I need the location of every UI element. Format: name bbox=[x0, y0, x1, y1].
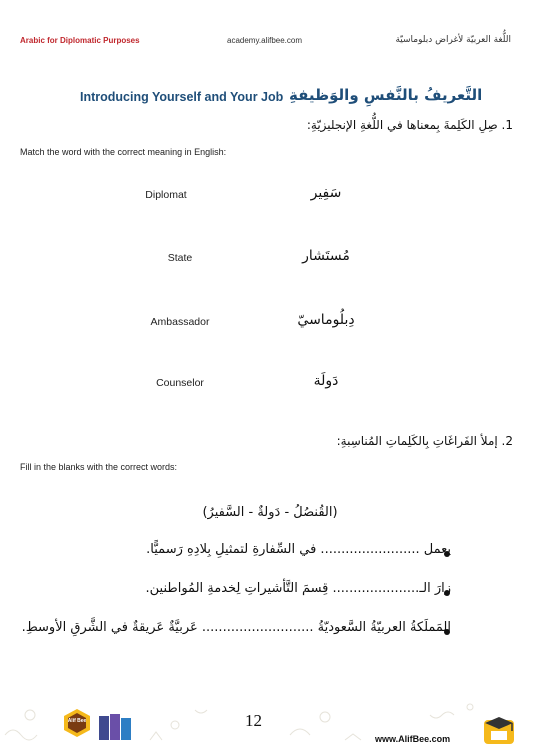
fill-blank-sentence: زارَ الـ..................... قِسمَ التَّأشيراتِ لِخدمةِ المُواطنين. bbox=[145, 581, 451, 596]
course-title-arabic: اللُّغة العربيّة لأغراض دبلوماسيّة bbox=[395, 35, 511, 45]
page-footer bbox=[0, 695, 533, 754]
match-english-word: Diplomat bbox=[145, 189, 187, 201]
match-arabic-word: مُستَشار bbox=[302, 248, 350, 264]
match-arabic-word: دِبلُوماسيّ bbox=[297, 312, 355, 328]
match-english-word: Ambassador bbox=[150, 316, 210, 328]
logo-text: Alif Bee bbox=[67, 718, 87, 724]
course-title: Arabic for Diplomatic Purposes bbox=[20, 36, 140, 45]
fill-blank-sentence: المَملَكةُ العربيّةُ السَّعوديّةُ ........................... عَربيَّةٌ عَريقةٌ في الشَّرقِ الأوسطِ. bbox=[21, 620, 451, 635]
match-english-word: State bbox=[167, 252, 193, 264]
match-arabic-word: سَفِير bbox=[310, 185, 342, 201]
word-bank: (القُنصُلُ - دَولةٌ - السَّفيرُ) bbox=[202, 505, 338, 520]
match-arabic-word: دَولَة bbox=[313, 373, 339, 389]
website-link[interactable]: www.AlifBee.com bbox=[375, 734, 451, 744]
lesson-title-arabic: التَّعريفُ بالنَّفسِ والوَظيفةِ bbox=[289, 86, 483, 104]
exercise2-instruction-arabic: 2. إملأ الفَراغَاتِ بِالكَلِماتِ المُناسِبةِ: bbox=[336, 434, 513, 448]
graduation-bee-icon bbox=[482, 714, 516, 746]
exercise2-instruction-english: Fill in the blanks with the correct words: bbox=[20, 462, 178, 472]
page-header bbox=[0, 36, 533, 50]
exercise1-instruction-english: Match the word with the correct meaning in English: bbox=[20, 147, 227, 157]
site-url[interactable]: academy.alifbee.com bbox=[227, 36, 302, 45]
fill-blank-sentence: يعمل ........................ في السِّفارةِ لتمثيلِ بِلادِهِ رَسميًّا. bbox=[146, 542, 451, 557]
lesson-title-english: Introducing Yourself and Your Job bbox=[80, 90, 284, 104]
lesson-title bbox=[0, 86, 533, 110]
exercise1-instruction-arabic: 1. صِلِ الكَلِمةَ بِمعناها في اللُّغةِ الإنجليزيّةِ: bbox=[306, 118, 513, 132]
page-number: 12 bbox=[245, 711, 262, 730]
match-english-word: Counselor bbox=[156, 377, 204, 389]
books-icon bbox=[97, 712, 135, 742]
